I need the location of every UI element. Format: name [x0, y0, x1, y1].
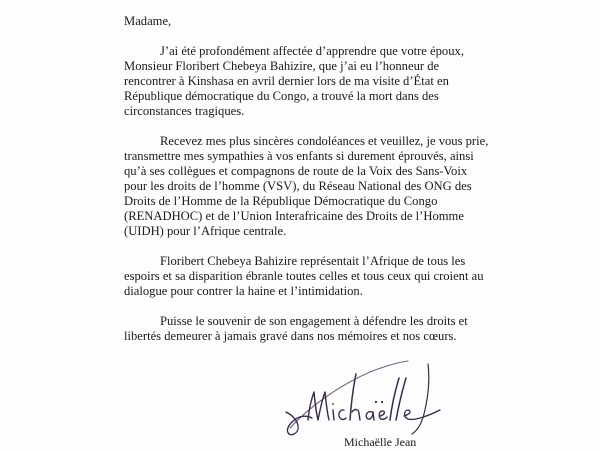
paragraph-line: circonstances tragiques.: [124, 104, 245, 118]
paragraph-line: Droits de l’Homme de la République Démocratique du Congo: [124, 194, 438, 208]
signature-strokes: [286, 361, 440, 435]
salutation: Madame,: [124, 14, 172, 28]
paragraph-line: (RENADHOC) et de l’Union Interafricaine des Droits de l’Homme: [124, 209, 464, 223]
paragraph-line: (UIDH) pour l’Afrique centrale.: [124, 224, 287, 238]
handwritten-signature: [278, 358, 478, 440]
paragraph-line: rencontrer à Kinshasa en avril dernier lors de ma visite d’État en: [124, 74, 449, 88]
paragraph-line: J’ai été profondément affectée d’apprendre que votre époux,: [160, 44, 464, 58]
paragraph-line: République démocratique du Congo, a trouvé la mort dans des: [124, 89, 439, 103]
paragraph-line: espoirs et sa disparition ébranle toutes celles et tous ceux qui croient au: [124, 269, 484, 283]
paragraph-line: transmettre mes sympathies à vos enfants si durement éprouvés, ainsi: [124, 149, 474, 163]
signatory-name: Michaëlle Jean: [344, 435, 417, 449]
paragraph-line: pour les droits de l’homme (VSV), du Réseau National des ONG des: [124, 179, 472, 193]
paragraph-line: Monsieur Floribert Chebeya Bahizire, que j’ai eu l’honneur de: [124, 59, 440, 73]
paragraph-line: Recevez mes plus sincères condoléances et veuillez, je vous prie,: [160, 134, 489, 148]
paragraph-line: libertés demeurer à jamais gravé dans nos mémoires et nos cœurs.: [124, 329, 457, 343]
paragraph-line: Puisse le souvenir de son engagement à défendre les droits et: [160, 314, 468, 328]
paragraph-line: qu’à ses collègues et compagnons de route de la Voix des Sans-Voix: [124, 164, 468, 178]
paragraph-line: dialogue pour contrer la haine et l’intimidation.: [124, 284, 363, 298]
paragraph-line: Floribert Chebeya Bahizire représentait l’Afrique de tous les: [160, 254, 466, 268]
